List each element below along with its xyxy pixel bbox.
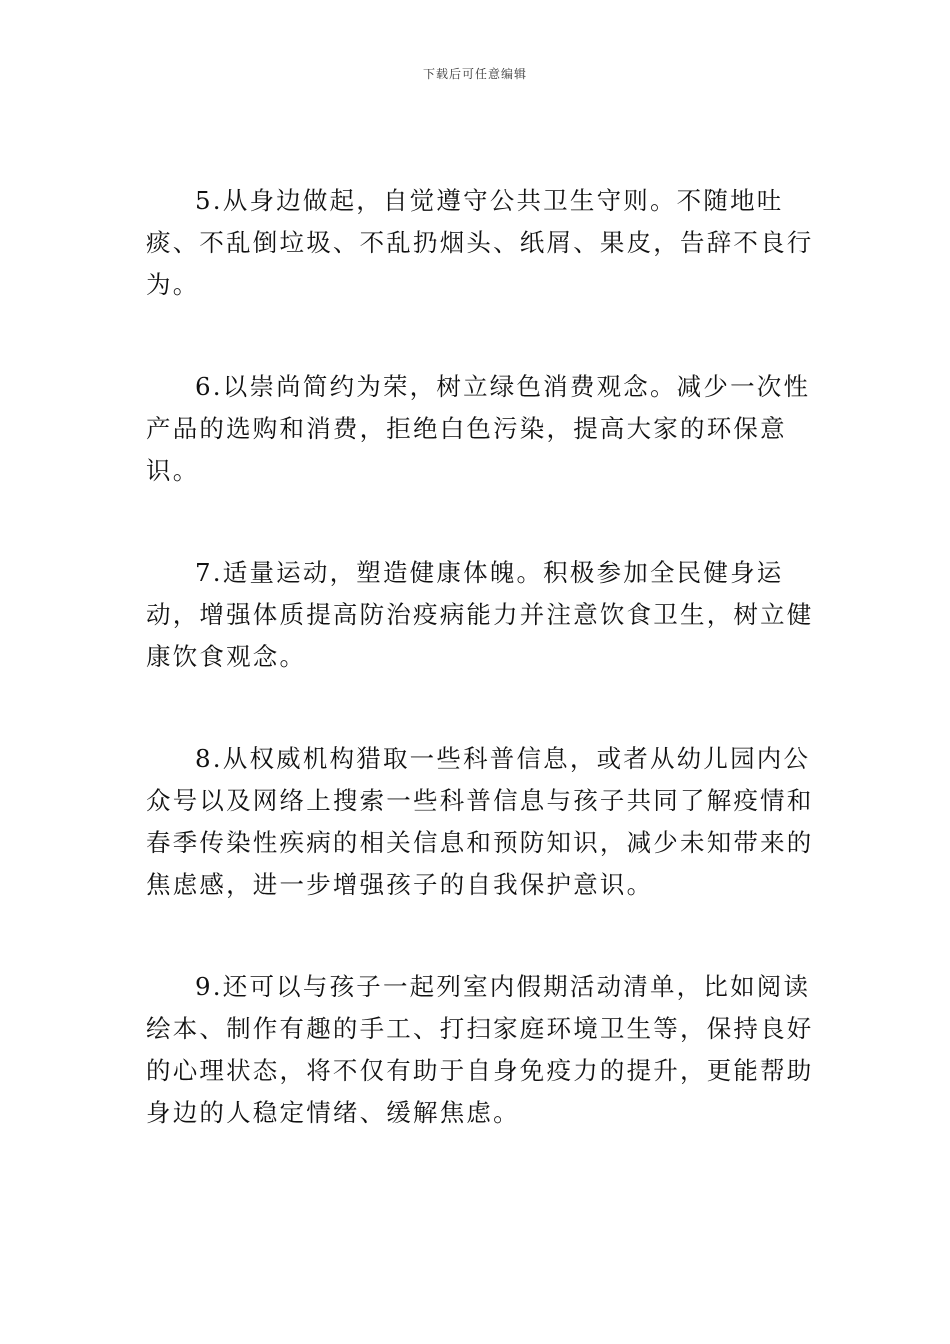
paragraph-item-6: 6.以崇尚简约为荣，树立绿色消费观念。减少一次性产品的选购和消费，拒绝白色污染，提高大家的环保意识。 — [146, 372, 811, 485]
paragraph-item-9: 9.还可以与孩子一起列室内假期活动清单，比如阅读绘本、制作有趣的手工、打扫家庭环境卫生等，保持良好的心理状态，将不仅有助于自身免疫力的提升，更能帮助身边的人稳定情绪、缓解焦虑。 — [146, 972, 814, 1127]
paragraph-item-7: 7.适量运动，塑造健康体魄。积极参加全民健身运动，增强体质提高防治疫病能力并注意饮食卫生，树立健康饮食观念。 — [146, 558, 814, 671]
document-body — [146, 180, 836, 1194]
paragraph-item-8: 8.从权威机构猎取一些科普信息，或者从幼儿园内公众号以及网络上搜索一些科普信息与孩子共同了解疫情和春季传染性疾病的相关信息和预防知识，减少未知带来的焦虑感，进一步增强孩子的自我保护意识。 — [146, 744, 814, 899]
paragraph-item-5: 5.从身边做起，自觉遵守公共卫生守则。不随地吐痰、不乱倒垃圾、不乱扔烟头、纸屑、果皮，告辞不良行为。 — [146, 186, 814, 299]
page-header-note: 下载后可任意编辑 — [422, 67, 527, 81]
